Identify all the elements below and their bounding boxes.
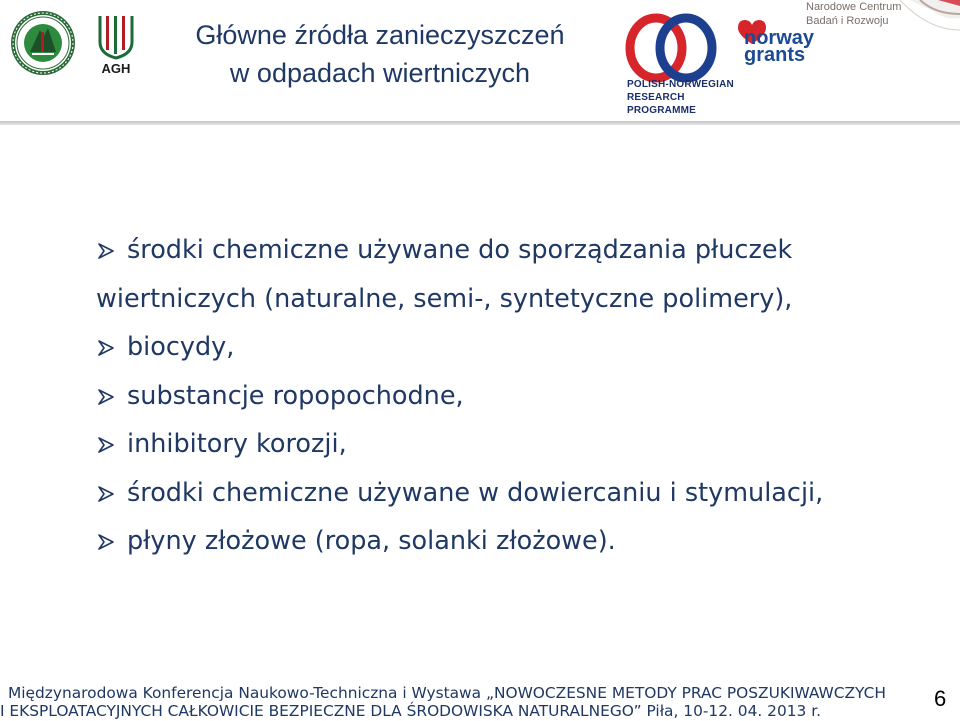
title-line-2: w odpadach wiertniczych xyxy=(229,58,531,88)
footer-line-2: I EKSPLOATACYJNYCH CAŁKOWICIE BEZPIECZNE DLA ŚRODOWISKA NATURALNEGO” Piła, 10-12. 04. 2013 r. xyxy=(0,702,822,720)
norway-grants-logo-text: norway grants xyxy=(744,27,815,66)
arrowhead-bullet-icon xyxy=(96,339,116,357)
slide-footer xyxy=(0,684,960,720)
page-title xyxy=(150,16,610,92)
association-seal-logo xyxy=(10,10,76,76)
list-item xyxy=(96,469,916,518)
arrowhead-bullet-icon xyxy=(96,485,116,503)
page-number: 6 xyxy=(934,686,947,711)
list-item-text: biocydy, xyxy=(127,332,235,362)
title-line-1: Główne źródła zanieczyszczeń xyxy=(195,20,565,50)
list-item xyxy=(96,372,916,421)
agh-logo xyxy=(92,12,140,76)
footer-line-1: Międzynarodowa Konferencja Naukowo-Techniczna i Wystawa „NOWOCZESNE METODY PRAC POSZUKIWAWCZYCH xyxy=(8,684,886,702)
ncbr-logo-text: Narodowe Centrum Badań i Rozwoju xyxy=(806,1,902,27)
list-item-continuation: wiertniczych (naturalne, semi-, syntetyczne polimery), xyxy=(96,283,793,314)
list-item-text: substancje ropopochodne, xyxy=(127,380,464,411)
slide-header xyxy=(0,0,960,122)
list-item-text: inhibitory korozji, xyxy=(127,429,347,459)
arrowhead-bullet-icon xyxy=(96,388,116,406)
pnrp-logo-text: POLISH-NORWEGIAN RESEARCH PROGRAMME xyxy=(627,79,734,116)
header-divider xyxy=(0,121,960,125)
bullet-list xyxy=(96,226,916,566)
arrowhead-bullet-icon xyxy=(96,533,116,551)
list-item-text: środki chemiczne używane w dowiercaniu i stymulacji, xyxy=(127,477,824,508)
list-item-text: środki chemiczne używane do sporządzania płuczek xyxy=(127,235,793,265)
list-item-text: płyny złożowe (ropa, solanki złożowe). xyxy=(127,526,616,556)
list-item xyxy=(96,517,916,566)
list-item xyxy=(96,323,916,372)
list-item xyxy=(96,226,916,275)
list-item xyxy=(96,420,916,469)
arrowhead-bullet-icon xyxy=(96,242,116,260)
arrowhead-bullet-icon xyxy=(96,436,116,454)
svg-text:AGH: AGH xyxy=(101,61,131,76)
